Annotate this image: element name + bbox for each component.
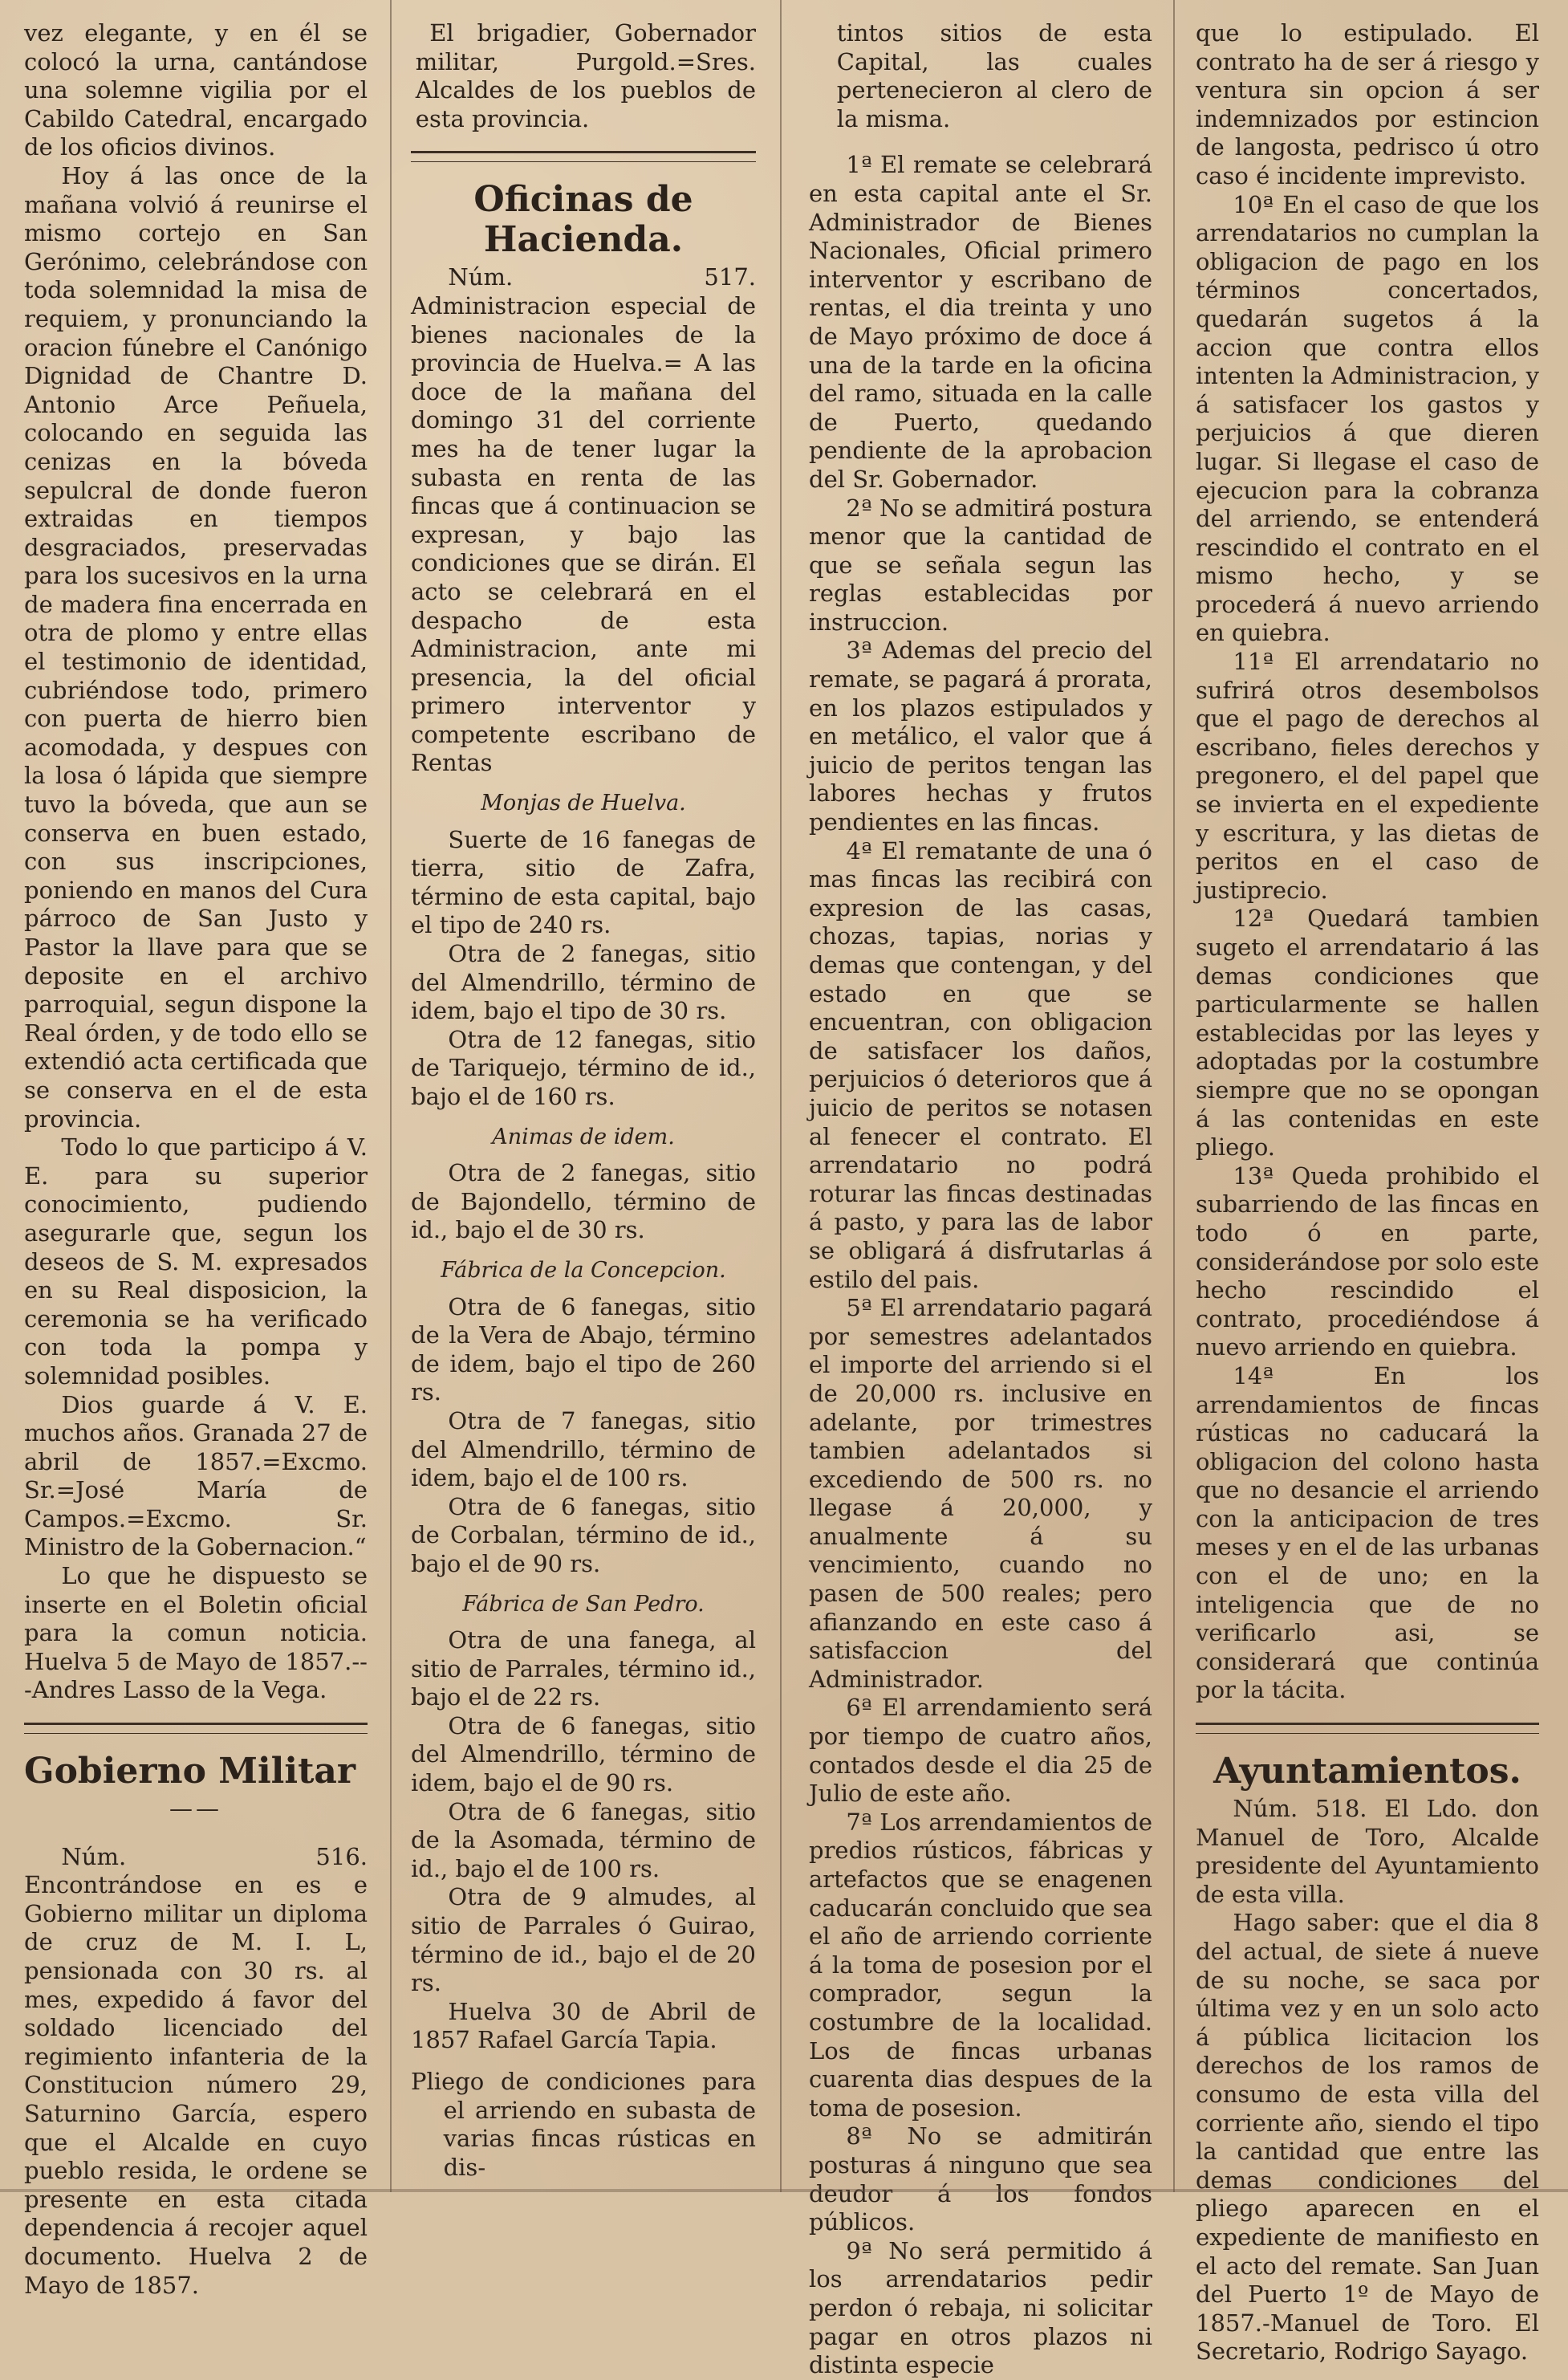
paragraph: que lo estipulado. El contrato ha de ser á riesgo y ventura sin opcion á ser indemnizados por estincion de langosta, pedrisco ú otro caso é incidente imprevisto. [1196, 19, 1539, 189]
section-separator [411, 151, 756, 162]
section-separator [1196, 1723, 1539, 1734]
condition-item: 3ª Ademas del precio del remate, se pagará á prorata, en los plazos estipulados y en metálico, el valor que á juicio de peritos tengan las labores hechas y frutos pendientes en las fincas. [809, 637, 1152, 836]
paragraph: El brigadier, Gobernador militar, Purgold.=Sres. Alcaldes de los pueblos de esta provincia. [415, 19, 756, 132]
column-rule [780, 0, 782, 2192]
paragraph: Dios guarde á V. E. muchos años. Granada 27 de abril de 1857.=Excmo. Sr.=José María de Campos.=Excmo. Sr. Ministro de la Gobernacion.“ [24, 1390, 368, 1561]
condition-item: 12ª Quedará tambien sugeto el arrendatario á las demas condiciones que particularmente se hallen establecidas por las leyes y adoptadas por la costumbre siempre que no se opongan á las contenidas en este pliego. [1196, 905, 1539, 1162]
heading-dash: —— [169, 1795, 222, 1823]
section-separator [24, 1723, 368, 1734]
paragraph: Núm. 518. El Ldo. don Manuel de Toro, Alcalde presidente del Ayuntamiento de esta villa. [1196, 1795, 1539, 1908]
condition-item: 4ª El rematante de una ó mas fincas las recibirá con expresion de las casas, chozas, tapias, norias y demas que contengan, y del estado en que se encuentran, con obligacion de satisfacer los daños, perjuicios ó deterioros que á juicio de peritos se notasen al fenecer el contrato. El arrendatario no podrá roturar las fincas destinadas á pasto, y para las de labor se obligará á disfrutarlas á estilo del pais. [809, 836, 1152, 1293]
subsection-title: Animas de idem. [492, 1124, 675, 1149]
list-item: Otra de 6 fanegas, sitio de la Asomada, término de id., bajo el de 100 rs. [411, 1797, 756, 1882]
column-rule [1173, 0, 1175, 2192]
condition-item: 2ª No se admitirá postura menor que la cantidad de que se señala segun las reglas establecidas por instruccion. [809, 494, 1152, 636]
section-heading-ayuntamientos: Ayuntamientos. [1213, 1751, 1521, 1792]
column-1 [24, 19, 368, 2299]
signature: Huelva 30 de Abril de 1857 Rafael García Tapia. [411, 1997, 756, 2054]
paragraph: Hago saber: que el dia 8 del actual, de siete á nueve de su noche, se saca por última vez y en un solo acto á pública licitacion los derechos de los ramos de consumo de esta villa del corriente año, siendo el tipo la cantidad que entre las demas condiciones del pliego aparecen en el expediente de manifiesto en el acto del remate. San Juan del Puerto 1º de Mayo de 1857.-Manuel de Toro. El Secretario, Rodrigo Sayago. [1196, 1909, 1539, 2366]
condition-item: 1ª El remate se celebrará en esta capital ante el Sr. Administrador de Bienes Nacionales, Oficial primero interventor y escribano de rentas, el dia treinta y uno de Mayo próximo de doce á una de la tarde en la oficina del ramo, situada en la calle de Puerto, quedando pendiente de la aprobacion del Sr. Gobernador. [809, 151, 1152, 493]
list-item: Otra de 6 fanegas, sitio de la Vera de Abajo, término de idem, bajo el tipo de 260 rs. [411, 1292, 756, 1406]
paragraph: vez elegante, y en él se colocó la urna, cantándose una solemne vigilia por el Cabildo Catedral, encargado de los oficios divinos. [24, 19, 368, 161]
page-bottom-edge [0, 2189, 1568, 2192]
column-rule [390, 0, 392, 2192]
condition-item: 13ª Queda prohibido el subarriendo de las fincas en todo ó en parte, considerándose por solo este hecho rescindido el contrato, procediéndose á nuevo arriendo en quiebra. [1196, 1162, 1539, 1361]
condition-item: 9ª No será permitido á los arrendatarios pedir perdon ó rebaja, ni solicitar pagar en otros plazos ni distinta especie [809, 2236, 1152, 2379]
column-3 [809, 19, 1152, 2379]
condition-item: 7ª Los arrendamientos de predios rústicos, fábricas y artefactos que se enagenen caducarán concluido que sea el año de arriendo corriente á la toma de posesion por el comprador, segun la costumbre de la localidad. Los de fincas urbanas cuarenta dias despues de la toma de posesion. [809, 1808, 1152, 2122]
paragraph: tintos sitios de esta Capital, las cuales pertenecieron al clero de la misma. [836, 19, 1152, 132]
paragraph: Todo lo que participo á V. E. para su superior conocimiento, pudiendo asegurarle que, segun los deseos de S. M. expresados en su Real disposicion, la ceremonia se ha verificado con toda la pompa y solemnidad posibles. [24, 1133, 368, 1389]
list-item: Otra de 9 almudes, al sitio de Parrales ó Guirao, término de id., bajo el de 20 rs. [411, 1883, 756, 1997]
condition-item: 14ª En los arrendamientos de fincas rústicas no caducará la obligacion del colono hasta que no desancie el arriendo con la anticipacion de tres meses y en el de las urbanas con el de uno; en la inteligencia que de no verificarlo asi, se considerará que continúa por la tácita. [1196, 1361, 1539, 1704]
paragraph: Hoy á las once de la mañana volvió á reunirse el mismo cortejo en San Gerónimo, celebrándose con toda solemnidad la misa de requiem, y pronunciando la oracion fúnebre el Canónigo Dignidad de Chantre D. Antonio Arce Peñuela, colocando en seguida las cenizas en la bóveda sepulcral de donde fueron extraidas en tiempos desgraciados, preservadas para los sucesivos en la urna de madera fina encerrada en otra de plomo y entre ellas el testimonio de identidad, cubriéndose todo, primero con puerta de hierro bien acomodada, y despues con la losa ó lápida que siempre tuvo la bóveda, que aun se conserva en buen estado, con sus inscripciones, poniendo en manos del Cura párroco de San Justo y Pastor la llave para que se deposite en el archivo parroquial, segun dispone la Real órden, y de todo ello se extendió acta certificada que se conserva en el de esta provincia. [24, 161, 368, 1133]
list-item: Suerte de 16 fanegas de tierra, sitio de Zafra, término de esta capital, bajo el tipo de 240 rs. [411, 825, 756, 939]
subsection-title: Fábrica de la Concepcion. [441, 1257, 726, 1283]
condition-item: 5ª El arrendatario pagará por semestres adelantados el importe del arriendo si el de 20,000 rs. inclusive en adelante, por trimestres tambien adelantados si excediendo de 500 rs. no llegase á 20,000, y anualmente á su vencimiento, cuando no pasen de 500 reales; pero afianzando en este caso á satisfaccion del Administrador. [809, 1294, 1152, 1693]
list-item: Otra de 6 fanegas, sitio del Almendrillo, término de idem, bajo el de 90 rs. [411, 1711, 756, 1797]
list-item: Otra de 7 fanegas, sitio del Almendrillo, término de idem, bajo el de 100 rs. [411, 1406, 756, 1492]
list-item: Otra de 2 fanegas, sitio de Bajondello, término de id., bajo el de 30 rs. [411, 1159, 756, 1244]
section-heading-gobierno-militar: Gobierno Militar [24, 1751, 356, 1792]
section-heading-oficinas-hacienda: Oficinas de Hacienda. [473, 179, 693, 261]
subsection-title: Monjas de Huelva. [481, 791, 686, 816]
subsection-title: Fábrica de San Pedro. [462, 1591, 705, 1617]
paragraph: Pliego de condiciones para el arriendo en subasta de varias fincas rústicas en dis- [411, 2068, 756, 2181]
column-2 [411, 19, 756, 2181]
paragraph: Lo que he dispuesto se inserte en el Boletin oficial para la comun noticia. Huelva 5 de Mayo de 1857.---Andres Lasso de la Vega. [24, 1562, 368, 1704]
column-4 [1196, 19, 1539, 2366]
list-item: Otra de 2 fanegas, sitio del Almendrillo, término de idem, bajo el tipo de 30 rs. [411, 940, 756, 1025]
paragraph: Núm. 517. Administracion especial de bienes nacionales de la provincia de Huelva.= A las doce de la mañana del domingo 31 del corriente mes ha de tener lugar la subasta en renta de las fincas que á continuacion se expresan, y bajo las condiciones que se dirán. El acto se celebrará en el despacho de esta Administracion, ante mi presencia, la del oficial primero interventor y competente escribano de Rentas [411, 263, 756, 777]
condition-item: 6ª El arrendamiento será por tiempo de cuatro años, contados desde el dia 25 de Julio de este año. [809, 1694, 1152, 1808]
condition-item: 10ª En el caso de que los arrendatarios no cumplan la obligacion de pago en los términos concertados, quedarán sugetos á la accion que contra ellos intenten la Administracion, y á satisfacer los gastos y perjuicios á que dieren lugar. Si llegase el caso de ejecucion para la cobranza del arriendo, se entenderá rescindido el contrato en el mismo hecho, y se procederá á nuevo arriendo en quiebra. [1196, 190, 1539, 647]
condition-item: 8ª No se admitirán posturas á ninguno que sea deudor á los fondos públicos. [809, 2122, 1152, 2236]
list-item: Otra de 12 fanegas, sitio de Tariquejo, término de id., bajo el de 160 rs. [411, 1025, 756, 1110]
list-item: Otra de una fanega, al sitio de Parrales, término id., bajo el de 22 rs. [411, 1626, 756, 1711]
paragraph: Núm. 516. Encontrándose en es e Gobierno militar un diploma de cruz de M. I. L, pensionada con 30 rs. al mes, expedido á favor del soldado licenciado del regimiento infanteria de la Constitucion número 29, Saturnino García, espero que el Alcalde en cuyo pueblo resida, le ordene se presente en esta citada dependencia á recojer aquel documento. Huelva 2 de Mayo de 1857. [24, 1842, 368, 2299]
condition-item: 11ª El arrendatario no sufrirá otros desembolsos que el pago de derechos al escribano, fieles derechos y pregonero, el del papel que se invierta en el expediente y escritura, y las dietas de peritos en el caso de justiprecio. [1196, 648, 1539, 904]
list-item: Otra de 6 fanegas, sitio de Corbalan, término de id., bajo el de 90 rs. [411, 1492, 756, 1577]
